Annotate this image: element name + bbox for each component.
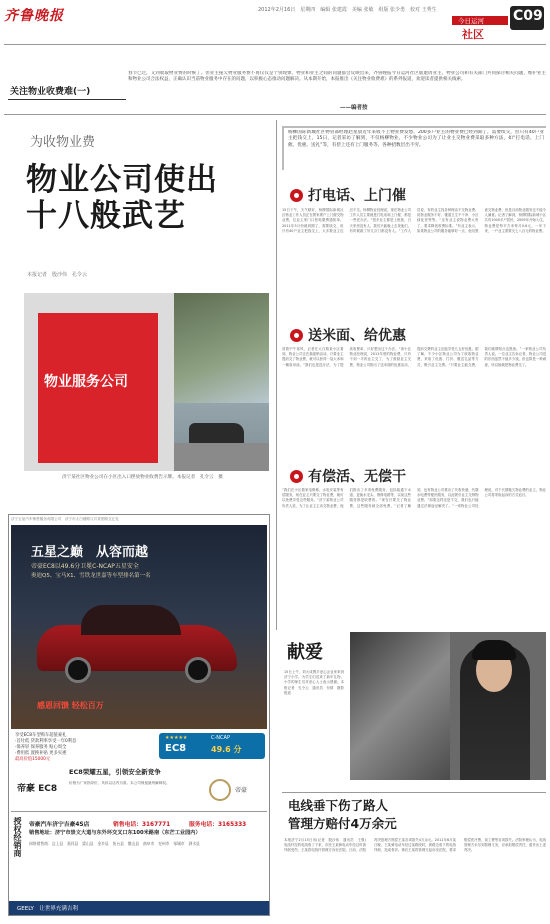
intro-editor-note: ——编者按	[340, 105, 368, 111]
ad-car-image	[37, 595, 237, 685]
donation-heading: 献爱	[287, 642, 323, 663]
newspaper-logo: 齐鲁晚报	[4, 8, 64, 24]
trees	[174, 293, 269, 403]
ad-promo: 感恩回馈 轻松百万	[37, 701, 104, 710]
donation-photo	[350, 632, 546, 780]
series-underline	[8, 99, 126, 100]
ad-feature: ·首付低 贷款利率享受一年0利息	[15, 739, 77, 744]
headline-kicker: 为收物业费	[30, 135, 96, 150]
section-body-service: “我们在小区做家电维修、水电安装等有偿服务，现在业主只要交了物业费，就可以免费享受这些服务。”济宁某物业公司负责人说，为了让业主主动交物业费，他们推出了多项免费服务，包括疏通下水道、更换水龙头、维修电路等，以前这些服务都是收费的。“现在只要交了物业费，这些服务就全部免费。”记者了解到，也有物业公司推出了代收快递、代缴水电费等便民服务，以此吸引业主交纳物业费。“如果这样还是不交，我们也只能通过法律途径解决了。”一家物业公司经理说，对于长期拖欠物业费的业主，物业公司将采取起诉的方式追讨。	[282, 488, 546, 508]
ad-model-title: EC8荣耀五星，引领安全新竞争	[69, 768, 161, 776]
section-title-gifts	[290, 325, 406, 345]
car-wheel-front	[65, 657, 91, 683]
car-roof	[81, 605, 181, 635]
ncap-stars: ★★★★★	[165, 735, 188, 741]
donation-rule	[282, 792, 546, 793]
ncap-score: 49.6 分	[211, 745, 242, 754]
headline-byline: 本报记者 殷沙伟 孔令云	[27, 272, 88, 278]
parked-car	[189, 423, 244, 445]
dealer-network: 网络销售商：汶上县 嘉祥县 梁山县 金乡县 鱼台县 微山县 曲阜市 兖州市 邹城市 泗水县	[29, 841, 200, 846]
masthead-meta: 2012年2月16日 星期四 编辑 张建霞 美编 张敏 组版 张少勇 校对 王秀生	[258, 7, 437, 13]
channel-label: 今日运河	[458, 17, 484, 25]
property-office-photo	[24, 293, 269, 471]
ncap-brand: C-NCAP	[211, 735, 230, 741]
masthead	[0, 0, 550, 40]
section-title-phone-text: 打电话、上门催	[308, 188, 406, 204]
donation-text: 15日上午，刘大成携手爱心企业家来到济宁小学，为学生们送来了新年礼物，小学的师生们对爱心人士表示感谢。本报记者 孔令云 通讯员 付倩 摄影报道	[284, 670, 344, 695]
ad-hero	[11, 525, 267, 729]
road	[174, 443, 269, 471]
bullet-icon	[290, 470, 303, 483]
ad-brand-left: 帝豪 EC8	[17, 784, 58, 794]
bullet-icon	[290, 329, 303, 342]
ncap-badge	[159, 733, 265, 759]
section-title-gifts-text: 送米面、给优惠	[308, 328, 406, 344]
ad-slogan: 五星之巅 从容而越	[31, 545, 149, 560]
center-divider	[276, 120, 277, 630]
intro-rule	[4, 114, 546, 115]
car-wheel-rear	[185, 657, 211, 683]
ad-sub1: 帝豪EC8以49.6分卫冕C-NCAP五星安全	[31, 563, 139, 570]
accident-title-line1: 电线垂下伤了路人	[288, 798, 389, 813]
dealer-vertical: 授权经销商	[13, 817, 22, 857]
ad-features	[15, 733, 155, 763]
intro-text: 春节已过，又到收取物业费的时候了。但业主拖欠物业服务费不再仅仅是个别现象，物业和业主之间的问题都会反映出来，齐鲁晚报今日运河社区版邀请业主、物业公司和有关部门共同探讨相关问题，维护业主和物业公司合法权益，正确认识当前物业服务中存在的问题，以积极心态推动问题解决。从本期开始，本报推出《关注物业收费难》的系列报道，欢迎读者提供相关线索。	[128, 71, 546, 83]
photo-hair	[472, 640, 516, 660]
lead-text: 杨柳国际新城社区物管部经理赵星晨近年来收不上物业费发愁，200多户业主的物业费已经到期了，需要续交，但只有40户业主把钱交上，15日，记者采访了解到，不仅杨柳物业，不少物业公司为了让业主交物业费采取多种方法，如“打电话、上门催、优惠、送礼”等，有偿上还有上门服务等，各种招数层出不穷。	[288, 130, 544, 148]
section-label: 社区	[462, 28, 484, 41]
ad-feature: ·保养轻 保养服务 贴心周全	[15, 745, 67, 750]
dealer-address: 销售地址：济宁市崇文大道与东外环交叉口东100米路南（东芒工业园内）	[29, 830, 201, 836]
section-title-service	[290, 466, 406, 486]
ad-small-print: 价格为厂家指导价，具体以店内为准。本公司保留最终解释权。	[69, 781, 170, 785]
accident-body: 本报济宁2月15日讯(记者 殷沙伟 通讯员 王强) 电线杆拉的电线垂了下来，市民王某骑电动车经过时被绊倒受伤，王某将电线杆管理方诉至法院。日前，法院判决管理方赔偿王某各项损失4万余元。2011年6月某日晚，王某骑电动车经过某路段时，被路边垂下的电线绊倒，造成骨折。事后王某将管理方起诉至法院，要求赔偿医疗费、误工费等各项损失。法院审理认为，电线管理方未尽到管理义务，应承担赔偿责任，遂作出上述判决。	[284, 838, 546, 853]
dealer-name: 帝豪汽车济宁吉豪4S店	[29, 822, 90, 828]
ad-sub2: 奥迪Q5、宝马X1、雪铁龙世嘉等车型排名第一名	[31, 573, 151, 579]
car-advertisement	[8, 514, 270, 916]
banner-text: 物业服务公司	[44, 374, 128, 390]
ncap-model: EC8	[165, 743, 187, 754]
ad-feature: 享受EC8车型购车超值豪礼	[15, 733, 67, 738]
ad-divider	[11, 811, 267, 812]
headline-title-line1: 物业公司使出	[26, 162, 218, 198]
series-label: 关注物业收费难(一)	[10, 87, 91, 97]
photo-crowd	[350, 632, 450, 780]
ad-premium: 最高价值15000元	[15, 757, 51, 762]
section-title-phone	[290, 185, 406, 205]
geely-logo-icon	[209, 779, 231, 801]
ad-bottom-bar-text: GEELY 让世界充满吉利	[17, 906, 78, 912]
photo1-caption: 济宁某社区物业公司在小区出入口摆放物业收费告示牌。本报记者 孔令云 摄	[62, 475, 223, 480]
section-body-gifts: 冒着中午寒风，记者在太白路某小区看到，物业公司正在搞促销活动。只要业主提前交了物业费，就可以获得一袋大米和一桶食用油。“我们也是没办法，为了提高收费率，只好想出这个办法。”该小区物业经理说，2011年度的物业费，只有不到一半的业主交了，为了鼓励业主交费，物业公司推出了送米面的优惠活动，提前交费的业主还能享受九五折优惠。据了解，不少小区物业公司为了收取物业费，采取了优惠、打折、赠送礼品等方式，吸引业主交费。“只要业主能交费，我们就算赔点也愿意。”一家物业公司负责人说。一位业主告诉记者，物业公司送的东西虽然不值多少钱，但也算是一种诚意，所以她就把物业费交了。	[282, 347, 546, 367]
sales-phone: 销售电话：3167771	[113, 822, 171, 828]
headline-title-line2: 十八般武艺	[26, 198, 186, 234]
bullet-icon	[290, 189, 303, 202]
page-number: C09	[513, 8, 543, 24]
service-phone: 服务电话：3165333	[189, 822, 247, 828]
ad-feature: ·费用低 置换补贴 更多实惠	[15, 751, 67, 756]
section-body-phone: 15日下午，天气晴好，杨柳国际新城社区物业工作人员正在挨家挨户上门催交物业费，往业主家门口张贴缴费通知单。2011年5月份就到期了，需要续交，但只有40户业主把钱交上，大多数业主迟迟不交。杨柳物业经理说，现在物业公司工作人员主要就是打电话和上门催，都是一些老办法。“很多业主都是上班族，白天家里没有人，我们只能晚上去找他们，有时候敲了好几次门都没有人。”工作人员说，有的业主找各种理由不交物业费，说物业服务不好、楼道卫生不干净、小区绿化差等等。“还有业主说物业费太贵了，要求降低收费标准。”有业主表示，如果物业公司的服务能够好一点，他们愿意交物业费，但是目前物业服务还不能令人满意。记者了解到，杨柳国际新城小区共有1000多户居民，2009年开始入住。物业费是每平方米每月0.6元，一年下来，一户业主需要交七八百元的物业费。	[282, 208, 546, 233]
section-title-service-text: 有偿活、无偿干	[308, 469, 406, 485]
ad-brand-right: 帝豪	[235, 787, 248, 794]
masthead-rule	[4, 44, 546, 45]
ad-top-strip: 济宁五星汽车销售服务有限公司 济宁市太白楼路与共青团路交汇处	[11, 517, 119, 521]
accident-title-line2: 管理方赔付4万余元	[288, 816, 397, 831]
